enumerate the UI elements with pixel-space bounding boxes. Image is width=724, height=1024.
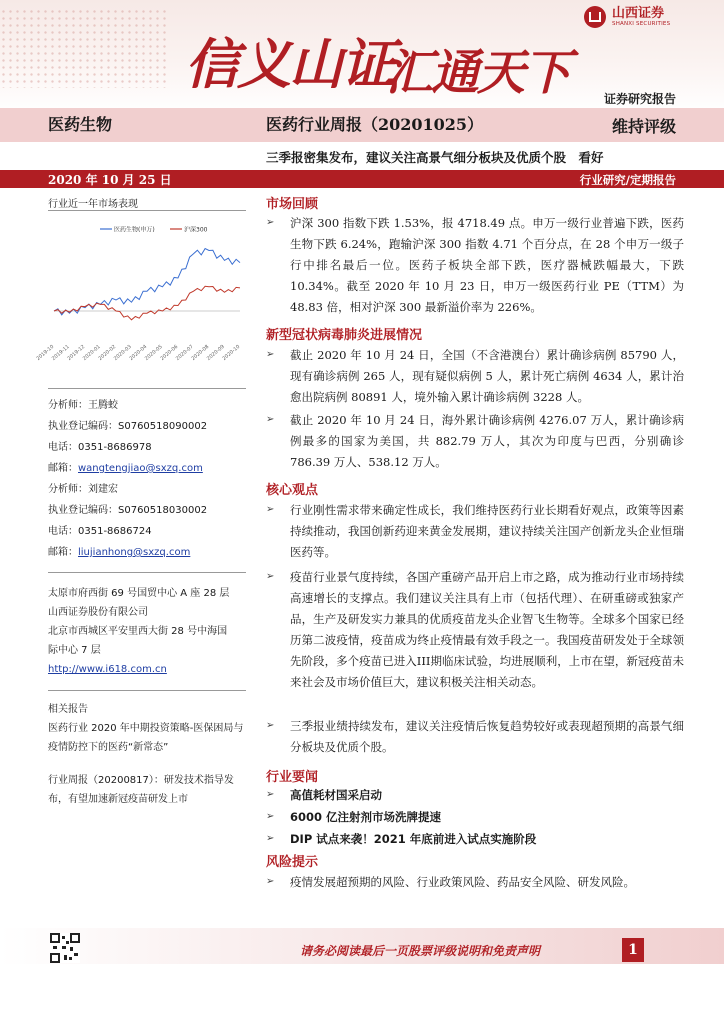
address-line: 山西证券股份有限公司 <box>48 607 148 618</box>
related-report[interactable]: 行业周报（20200817）：研发技术指导发布，有望加速新冠疫苗研发上市 <box>48 775 234 805</box>
sidebar-divider <box>48 690 246 691</box>
x-tick-label: 2020-07 <box>174 343 195 362</box>
analyst-info-line <box>48 543 190 558</box>
news-item: 高值耗材国采启动 <box>290 788 382 802</box>
report-title: 医药行业周报（20201025） <box>266 115 484 134</box>
x-tick-label: 2020-03 <box>112 343 133 362</box>
logo-name-en: SHANXI SECURITIES <box>612 20 671 27</box>
report-date: 2020 年 10 月 25 日 <box>48 173 172 187</box>
address-line: 际中心 7 层 <box>48 645 101 656</box>
address-line: 北京市西城区平安里西大街 28 号中海国 <box>48 626 228 637</box>
x-tick-label: 2020-09 <box>205 343 226 362</box>
x-tick-label: 2019-10 <box>35 343 56 362</box>
news-item: 6000 亿注射剂市场洗牌提速 <box>290 810 442 824</box>
page-number: 1 <box>622 938 644 962</box>
header-dot-pattern <box>0 8 170 88</box>
report-category: 行业研究/定期报告 <box>579 173 676 187</box>
header-slogan-2: 汇通天下 <box>385 45 570 101</box>
section-title: 风险提示 <box>266 855 319 870</box>
rating-label: 维持评级 <box>611 117 676 136</box>
report-subtitle: 三季报密集发布，建议关注高景气细分板块及优质个股 看好 <box>266 150 604 165</box>
analyst-info-line: 执业登记编码：S0760518090002 <box>48 421 208 432</box>
bullet-arrow-icon: ➢ <box>266 504 275 515</box>
x-tick-label: 2020-01 <box>81 343 102 362</box>
x-tick-label: 2020-06 <box>159 343 180 362</box>
x-tick-label: 2020-05 <box>143 343 164 362</box>
sector-label: 医药生物 <box>48 115 113 134</box>
body-paragraph: 沪深 300 指数下跌 1.53%，报 4718.49 点。申万一级行业普遍下跌，医药生物下跌 6.24%，跑输沪深 300 指数 4.71 个百分点，在 28 个申万一级子行中排名最后一位。医药子板块全部下跌，医疗器械跌幅最大，下跌 10.34%。截至 2020 年 10 月 23 日，申万一级医药行业 PE（TTM）为 48.83 倍，相对沪深 300 最新溢价率为 226%。 <box>290 216 684 314</box>
news-item: DIP 试点来袭！2021 年底前进入试点实施阶段 <box>290 832 537 846</box>
section-title: 市场回顾 <box>266 197 319 212</box>
email-link[interactable]: wangtengjiao@sxzq.com <box>78 463 203 474</box>
market-performance-chart <box>35 215 250 375</box>
address-block <box>48 584 248 679</box>
logo-icon <box>584 6 606 28</box>
analyst-info-line: 电话：0351-8686724 <box>48 526 152 537</box>
website-link[interactable]: http://www.i618.com.cn <box>48 664 167 675</box>
x-tick-label: 2019-11 <box>50 343 71 362</box>
risk-paragraph: 疫情发展超预期的风险、行业政策风险、药品安全风险、研发风险。 <box>290 875 635 889</box>
bullet-arrow-icon: ➢ <box>266 349 275 360</box>
body-paragraph: 截止 2020 年 10 月 24 日，海外累计确诊病例 4276.07 万人，累计确诊病例最多的国家为美国，共 882.79 万人，其次为印度与巴西，分别确诊 786.39 万人、538.12 万人。 <box>290 413 684 469</box>
body-paragraph: 三季报业绩持续发布，建议关注疫情后恢复趋势较好或表现超预期的高景气细分板块及优质个股。 <box>290 719 684 754</box>
x-tick-label: 2020-02 <box>97 343 118 362</box>
analyst-info-line: 分析师：刘建宏 <box>48 484 118 495</box>
company-logo <box>584 6 670 28</box>
chart-series-line-0 <box>54 249 240 315</box>
bullet-arrow-icon: ➢ <box>266 789 275 800</box>
x-tick-label: 2019-12 <box>66 343 87 362</box>
x-tick-label: 2020-08 <box>190 343 211 362</box>
analyst-info-line: 电话：0351-8686978 <box>48 442 152 453</box>
sidebar-divider <box>48 388 246 389</box>
related-report[interactable]: 医药行业 2020 年中期投资策略-医保困局与疫情防控下的医药“新常态” <box>48 723 244 753</box>
section-title: 核心观点 <box>266 483 319 498</box>
email-label: 邮箱： <box>48 463 78 474</box>
section-title: 新型冠状病毒肺炎进展情况 <box>266 328 423 343</box>
legend-label: 医药生物(申万) <box>114 226 155 234</box>
body-paragraph: 截止 2020 年 10 月 24 日，全国（不含港澳台）累计确诊病例 85790 人，现有确诊病例 265 人，现有疑似病例 5 人，累计死亡病例 4634 人，累计治愈出院病例 80891 人，境外输入累计确诊病例 3228 人。 <box>290 348 684 404</box>
sidebar-divider <box>48 210 246 211</box>
address-line: 太原市府西街 69 号国贸中心 A 座 28 层 <box>48 588 230 599</box>
disclaimer-text: 请务必阅读最后一页股票评级说明和免责声明 <box>300 944 541 958</box>
report-type: 证券研究报告 <box>603 92 676 106</box>
email-label: 邮箱： <box>48 547 78 558</box>
logo-name-cn: 山西证券 <box>612 5 665 21</box>
analyst-info-line: 执业登记编码：S0760518030002 <box>48 505 208 516</box>
analyst-info-line: 分析师：王腾蛟 <box>48 400 118 411</box>
header-slogan-1: 信义山证 <box>185 32 393 96</box>
bullet-arrow-icon: ➢ <box>266 571 275 582</box>
chart-heading: 行业近一年市场表现 <box>48 199 138 210</box>
qr-code-icon <box>50 933 80 963</box>
x-tick-label: 2020-10 <box>221 343 242 362</box>
bullet-arrow-icon: ➢ <box>266 720 275 731</box>
legend-label: 沪深300 <box>184 226 208 234</box>
related-heading: 相关报告 <box>48 704 88 715</box>
body-paragraph: 行业刚性需求带来确定性成长，我们维持医药行业长期看好观点，政策等因素持续推动，我国创新药迎来黄金发展期，建议持续关注国产创新龙头企业恒瑞医药等。 <box>290 503 684 559</box>
bullet-arrow-icon: ➢ <box>266 811 275 822</box>
body-paragraph: 疫苗行业景气度持续，各国产重磅产品开启上市之路，成为推动行业市场持续高速增长的支撑点。我们建议关注具有上市（包括代理）、在研重磅或独家产品，生产及研发实力兼具的优质疫苗龙头企业智飞生物等。全球多个国家已经历第二波疫情，疫苗成为终止疫情最有效手段之一。我国疫苗研发处于全球领先阶段，多个疫苗已进入III期临床试验，均进展顺利，上市在望，新冠疫苗未来社会及市场价值巨大，建议积极关注相关动态。 <box>290 570 684 689</box>
related-reports <box>48 700 248 809</box>
section-title: 行业要闻 <box>266 770 319 785</box>
analyst-info-line <box>48 459 203 474</box>
bullet-arrow-icon: ➢ <box>266 833 275 844</box>
email-link[interactable]: liujianhong@sxzq.com <box>78 547 191 558</box>
x-tick-label: 2020-04 <box>128 343 149 362</box>
bullet-arrow-icon: ➢ <box>266 414 275 425</box>
bullet-arrow-icon: ➢ <box>266 217 275 228</box>
sidebar-divider <box>48 572 246 573</box>
bullet-arrow-icon: ➢ <box>266 876 275 887</box>
